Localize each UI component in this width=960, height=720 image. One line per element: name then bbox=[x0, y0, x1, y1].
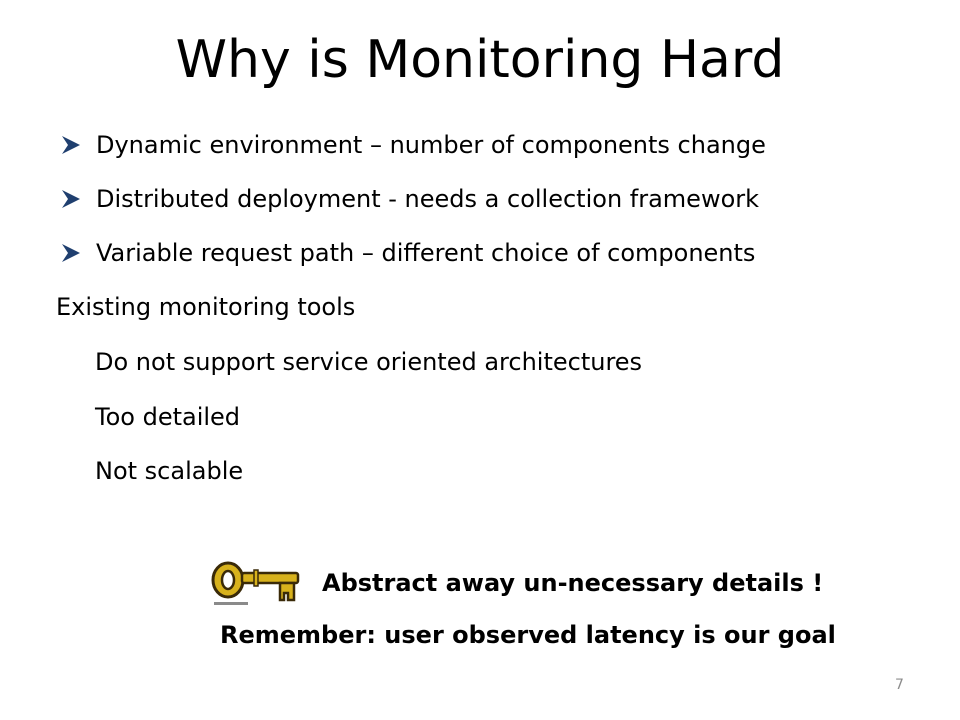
key-icon bbox=[210, 558, 306, 608]
page-number: 7 bbox=[895, 677, 904, 693]
sub-item: Not scalable bbox=[95, 457, 244, 485]
arrow-bullet-icon bbox=[60, 188, 82, 210]
bullet-item bbox=[60, 184, 759, 214]
sub-item: Do not support service oriented architectures bbox=[95, 348, 643, 376]
bullet-item bbox=[60, 238, 755, 268]
bullet-text: Distributed deployment - needs a collection framework bbox=[96, 185, 760, 213]
arrow-bullet-icon bbox=[60, 134, 82, 156]
bullet-item bbox=[60, 130, 766, 160]
callout-line-2: Remember: user observed latency is our goal bbox=[220, 621, 836, 649]
callout-line-1: Abstract away un-necessary details ! bbox=[322, 569, 824, 597]
bullet-text: Variable request path – different choice of components bbox=[96, 239, 756, 267]
arrow-bullet-icon bbox=[60, 242, 82, 264]
section-heading: Existing monitoring tools bbox=[56, 293, 356, 321]
sub-item: Too detailed bbox=[95, 403, 241, 431]
slide-title: Why is Monitoring Hard bbox=[175, 30, 785, 90]
bullet-text: Dynamic environment – number of components change bbox=[96, 131, 766, 159]
